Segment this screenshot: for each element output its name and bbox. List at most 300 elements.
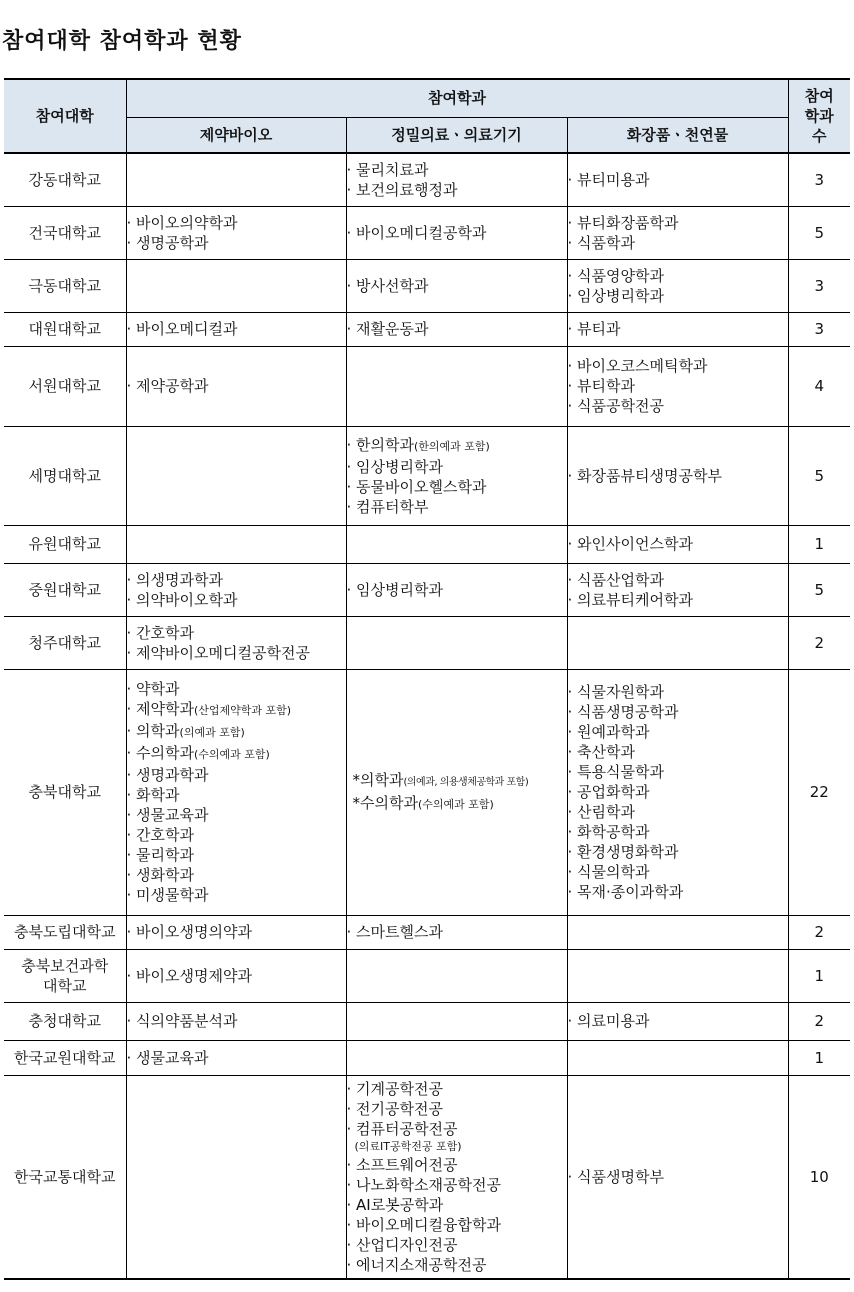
table-row xyxy=(4,949,850,1002)
list-item xyxy=(127,721,346,743)
list-item xyxy=(347,1175,567,1195)
dept-name: 특용식물학과 xyxy=(577,763,664,781)
bullet: · xyxy=(126,826,137,844)
cell-cosmetics-natural xyxy=(567,563,788,616)
dept-list xyxy=(568,266,788,306)
dept-list xyxy=(568,466,788,486)
list-item xyxy=(568,376,788,396)
list-item xyxy=(568,1167,788,1187)
dept-name: 바이오메디컬공학과 xyxy=(356,223,487,242)
list-item xyxy=(127,743,346,765)
list-item xyxy=(127,623,346,643)
dept-count: 5 xyxy=(788,426,850,525)
bullet: · xyxy=(126,886,137,904)
dept-name: 식물자원학과 xyxy=(577,683,664,701)
cell-pharma-bio xyxy=(126,312,346,346)
bullet: · xyxy=(567,213,578,232)
list-item xyxy=(127,233,346,253)
bullet: · xyxy=(346,1175,357,1194)
bullet: · xyxy=(567,843,578,861)
bullet: · xyxy=(346,160,357,179)
list-item xyxy=(347,435,567,457)
participation-table xyxy=(4,78,850,1280)
dept-list xyxy=(127,1048,346,1068)
bullet: · xyxy=(567,570,578,589)
dept-count: 2 xyxy=(788,1002,850,1040)
dept-name: 임상병리학과 xyxy=(356,457,443,476)
dept-name: 와인사이언스학과 xyxy=(577,535,693,553)
list-item xyxy=(568,466,788,486)
list-item xyxy=(347,1119,567,1139)
dept-name: 생명과학과 xyxy=(136,766,209,784)
dept-name: 바이오코스메틱학과 xyxy=(577,357,708,375)
bullet: · xyxy=(126,866,137,884)
cell-precision-medical xyxy=(346,616,567,669)
univ-name: 강동대학교 xyxy=(4,153,126,206)
cell-pharma-bio xyxy=(126,669,346,915)
dept-list xyxy=(347,223,567,243)
dept-list xyxy=(568,356,788,416)
cell-pharma-bio xyxy=(126,346,346,426)
list-item xyxy=(347,180,567,200)
bullet: · xyxy=(126,806,137,824)
list-item xyxy=(347,1195,567,1215)
bullet: · xyxy=(126,1048,137,1067)
dept-name: 스마트헬스과 xyxy=(356,923,443,941)
list-item xyxy=(568,534,788,554)
table-row xyxy=(4,1002,850,1040)
cell-precision-medical xyxy=(346,426,567,525)
cell-cosmetics-natural xyxy=(567,1002,788,1040)
dept-list xyxy=(568,319,788,339)
dept-list xyxy=(347,319,567,339)
cell-cosmetics-natural xyxy=(567,153,788,206)
dept-name: 기계공학전공 xyxy=(356,1079,443,1098)
dept-name: 전기공학전공 xyxy=(356,1099,443,1118)
cell-cosmetics-natural xyxy=(567,525,788,563)
dept-name: 생물교육과 xyxy=(136,806,209,824)
list-item xyxy=(568,802,788,822)
dept-list xyxy=(568,1167,788,1187)
bullet: · xyxy=(346,1255,357,1274)
bullet: · xyxy=(346,1215,357,1234)
dept-list xyxy=(568,170,788,190)
cell-precision-medical xyxy=(346,915,567,949)
dept-name: 뷰티학과 xyxy=(577,377,636,395)
dept-name: 식물의학과 xyxy=(577,863,650,881)
cell-pharma-bio xyxy=(126,206,346,259)
cell-precision-medical xyxy=(346,563,567,616)
dept-name: 생화학과 xyxy=(136,866,195,884)
dept-name: 뷰티미용과 xyxy=(577,170,650,189)
dept-name: 식품영양학과 xyxy=(577,266,664,285)
univ-name: 한국교통대학교 xyxy=(4,1075,126,1279)
bullet: · xyxy=(346,580,357,599)
dept-name: 화장품뷰티생명공학부 xyxy=(577,466,722,485)
dept-name: 식품학과 xyxy=(577,233,636,252)
list-item xyxy=(568,286,788,306)
bullet: · xyxy=(567,233,578,252)
bullet: · xyxy=(126,320,137,338)
dept-name: 제약바이오메디컬공학전공 xyxy=(136,643,310,662)
list-item xyxy=(353,770,567,793)
cell-cosmetics-natural xyxy=(567,1040,788,1075)
dept-name: 목재·종이과학과 xyxy=(577,883,684,901)
table-row xyxy=(4,1040,850,1075)
dept-name: 바이오생명제약과 xyxy=(136,966,252,985)
dept-list xyxy=(347,580,567,600)
list-item xyxy=(568,762,788,782)
dept-note: (수의예과 포함) xyxy=(194,748,270,761)
table-row xyxy=(4,346,850,426)
list-item xyxy=(127,785,346,805)
univ-name: 유원대학교 xyxy=(4,525,126,563)
table-body xyxy=(4,153,850,1279)
bullet: · xyxy=(126,846,137,864)
bullet: · xyxy=(126,700,137,718)
bullet: · xyxy=(567,377,578,395)
list-item xyxy=(347,319,567,339)
bullet: · xyxy=(567,883,578,901)
bullet: · xyxy=(346,497,357,516)
list-item xyxy=(347,1155,567,1175)
list-item xyxy=(127,1048,346,1068)
dept-list xyxy=(127,623,346,663)
bullet: · xyxy=(126,590,137,609)
cell-pharma-bio xyxy=(126,915,346,949)
cell-cosmetics-natural xyxy=(567,346,788,426)
cell-pharma-bio xyxy=(126,616,346,669)
dept-name: 동물바이오헬스학과 xyxy=(356,477,487,496)
dept-name: 한의학과 xyxy=(356,435,415,454)
cell-precision-medical xyxy=(346,1002,567,1040)
bullet: · xyxy=(126,643,137,662)
bullet: · xyxy=(346,1079,357,1098)
cell-cosmetics-natural xyxy=(567,1075,788,1279)
dept-list xyxy=(347,1079,567,1275)
list-item xyxy=(127,319,346,339)
univ-name: 극동대학교 xyxy=(4,259,126,312)
dept-name: 보건의료행정과 xyxy=(356,180,458,199)
bullet: · xyxy=(126,766,137,784)
cell-cosmetics-natural xyxy=(567,949,788,1002)
list-item xyxy=(347,276,567,296)
bullet: · xyxy=(126,744,137,762)
list-item xyxy=(127,825,346,845)
dept-name: 재활운동과 xyxy=(356,320,429,338)
bullet: · xyxy=(346,457,357,476)
dept-note: (수의예과 포함) xyxy=(417,797,494,811)
list-item xyxy=(568,396,788,416)
table-row xyxy=(4,1075,850,1279)
list-item xyxy=(347,223,567,243)
cell-cosmetics-natural xyxy=(567,915,788,949)
bullet: · xyxy=(567,357,578,375)
dept-count: 1 xyxy=(788,949,850,1002)
list-item xyxy=(353,793,567,815)
dept-name: 물리학과 xyxy=(136,846,195,864)
dept-name: 컴퓨터공학전공 xyxy=(356,1119,458,1138)
cell-pharma-bio xyxy=(126,1040,346,1075)
list-item xyxy=(127,590,346,610)
bullet: · xyxy=(567,703,578,721)
univ-name: 충북보건과학 대학교 xyxy=(4,949,126,1002)
dept-count: 1 xyxy=(788,525,850,563)
bullet: · xyxy=(346,320,357,338)
page-title: 참여대학 참여학과 현황 xyxy=(2,29,242,54)
univ-name: 충청대학교 xyxy=(4,1002,126,1040)
list-item xyxy=(347,1215,567,1235)
table-row xyxy=(4,563,850,616)
table-row xyxy=(4,153,850,206)
table-row xyxy=(4,312,850,346)
dept-name: *수의학과 xyxy=(352,793,418,812)
cell-pharma-bio xyxy=(126,259,346,312)
bullet: · xyxy=(567,286,578,305)
bullet: · xyxy=(346,223,357,242)
cell-cosmetics-natural xyxy=(567,259,788,312)
dept-name: 임상병리학과 xyxy=(577,286,664,305)
list-item xyxy=(127,966,346,986)
cell-cosmetics-natural xyxy=(567,669,788,915)
dept-list xyxy=(127,1011,346,1031)
dept-name: 수의학과 xyxy=(136,744,195,762)
list-item xyxy=(568,882,788,902)
cell-cosmetics-natural xyxy=(567,616,788,669)
dept-list xyxy=(127,570,346,610)
list-item xyxy=(127,1011,346,1031)
dept-name: 의생명과학과 xyxy=(136,570,223,589)
dept-list xyxy=(568,534,788,554)
dept-count: 3 xyxy=(788,153,850,206)
bullet: · xyxy=(126,213,137,232)
list-item xyxy=(347,477,567,497)
dept-name: 약학과 xyxy=(136,680,180,698)
dept-name: 바이오메디컬융합학과 xyxy=(356,1215,501,1234)
univ-name: 청주대학교 xyxy=(4,616,126,669)
bullet: · xyxy=(346,1195,357,1214)
bullet: · xyxy=(567,590,578,609)
dept-note: (의료IT공학전공 포함) xyxy=(354,1139,462,1153)
bullet: · xyxy=(126,722,137,740)
list-item xyxy=(127,865,346,885)
dept-count: 10 xyxy=(788,1075,850,1279)
table-row xyxy=(4,915,850,949)
list-item xyxy=(127,922,346,942)
dept-name: 제약공학과 xyxy=(136,377,209,395)
dept-name: 식품산업학과 xyxy=(577,570,664,589)
cell-precision-medical xyxy=(346,259,567,312)
univ-name: 충북도립대학교 xyxy=(4,915,126,949)
list-item xyxy=(127,376,346,396)
header-col-pharma-bio: 제약바이오 xyxy=(126,117,346,153)
list-item xyxy=(347,497,567,517)
list-item xyxy=(127,885,346,905)
dept-name: 산림학과 xyxy=(577,803,636,821)
dept-name: *의학과 xyxy=(352,770,404,789)
univ-name: 세명대학교 xyxy=(4,426,126,525)
bullet: · xyxy=(567,743,578,761)
cell-precision-medical xyxy=(346,525,567,563)
table-row xyxy=(4,206,850,259)
bullet: · xyxy=(126,923,137,941)
univ-name: 건국대학교 xyxy=(4,206,126,259)
bullet: · xyxy=(567,723,578,741)
dept-list xyxy=(347,160,567,200)
table-row xyxy=(4,426,850,525)
list-item xyxy=(127,699,346,721)
dept-name: 화학공학과 xyxy=(577,823,650,841)
list-item xyxy=(347,457,567,477)
list-item xyxy=(347,922,567,942)
list-item xyxy=(127,679,346,699)
dept-name: 의료뷰티케어학과 xyxy=(577,590,693,609)
dept-name: 식품생명학부 xyxy=(577,1167,664,1186)
list-item xyxy=(347,580,567,600)
list-item xyxy=(568,822,788,842)
bullet: · xyxy=(567,803,578,821)
dept-name: 바이오의약학과 xyxy=(136,213,238,232)
list-item xyxy=(568,862,788,882)
cell-precision-medical xyxy=(346,1040,567,1075)
cell-pharma-bio xyxy=(126,525,346,563)
list-item xyxy=(568,742,788,762)
dept-name: 나노화학소재공학전공 xyxy=(356,1175,501,1194)
dept-note: (한의예과 포함) xyxy=(414,439,490,453)
dept-list xyxy=(568,1011,788,1031)
table-row xyxy=(4,669,850,915)
bullet: · xyxy=(126,570,137,589)
table-row xyxy=(4,616,850,669)
table-row xyxy=(4,259,850,312)
bullet: · xyxy=(567,783,578,801)
dept-list xyxy=(127,319,346,339)
dept-name: 식품생명공학과 xyxy=(577,703,679,721)
dept-name: 뷰티과 xyxy=(577,320,621,338)
cell-precision-medical xyxy=(346,346,567,426)
dept-name: 원예과학과 xyxy=(577,723,650,741)
list-item xyxy=(127,213,346,233)
cell-precision-medical xyxy=(346,153,567,206)
cell-pharma-bio xyxy=(126,949,346,1002)
bullet: · xyxy=(126,233,137,252)
bullet: · xyxy=(567,397,578,415)
dept-name: 산업디자인전공 xyxy=(356,1235,458,1254)
bullet: · xyxy=(567,1167,578,1186)
dept-name: 공업화학과 xyxy=(577,783,650,801)
list-item xyxy=(127,845,346,865)
bullet: · xyxy=(126,966,137,985)
bullet: · xyxy=(346,1119,357,1138)
dept-name: 바이오생명의약과 xyxy=(136,923,252,941)
bullet: · xyxy=(567,320,578,338)
list-item xyxy=(568,319,788,339)
header-univ: 참여대학 xyxy=(4,79,126,153)
dept-list xyxy=(568,682,788,902)
dept-name: 에너지소재공학전공 xyxy=(356,1255,487,1274)
dept-list xyxy=(347,276,567,296)
cell-precision-medical xyxy=(346,312,567,346)
list-item xyxy=(568,842,788,862)
list-item xyxy=(568,590,788,610)
univ-name: 충북대학교 xyxy=(4,669,126,915)
dept-name: 뷰티화장품학과 xyxy=(577,213,679,232)
cell-pharma-bio xyxy=(126,1002,346,1040)
bullet: · xyxy=(567,683,578,701)
list-item xyxy=(568,1011,788,1031)
bullet: · xyxy=(567,266,578,285)
list-item xyxy=(568,682,788,702)
dept-name: 바이오메디컬과 xyxy=(136,320,238,338)
univ-name: 한국교원대학교 xyxy=(4,1040,126,1075)
dept-name: 의료미용과 xyxy=(577,1012,650,1030)
dept-list xyxy=(127,966,346,986)
header-depts: 참여학과 xyxy=(126,79,788,117)
bullet: · xyxy=(346,1099,357,1118)
dept-name: AI로봇공학과 xyxy=(356,1195,444,1214)
dept-name: 물리치료과 xyxy=(356,160,429,179)
list-item xyxy=(568,233,788,253)
list-item xyxy=(568,213,788,233)
list-item xyxy=(127,643,346,663)
dept-count: 5 xyxy=(788,563,850,616)
list-item xyxy=(568,170,788,190)
dept-count: 22 xyxy=(788,669,850,915)
list-item xyxy=(347,1255,567,1275)
dept-name: 식의약품분석과 xyxy=(136,1012,238,1030)
bullet: · xyxy=(567,466,578,485)
dept-count: 3 xyxy=(788,259,850,312)
dept-note: (산업제약학과 포함) xyxy=(194,704,292,717)
dept-name: 간호학과 xyxy=(136,623,195,642)
dept-list xyxy=(347,922,567,942)
cell-cosmetics-natural xyxy=(567,312,788,346)
list-item xyxy=(347,1235,567,1255)
dept-list xyxy=(347,435,567,517)
dept-name: 방사선학과 xyxy=(356,276,429,295)
dept-name: 식품공학전공 xyxy=(577,397,664,415)
list-item xyxy=(568,356,788,376)
cell-pharma-bio xyxy=(126,426,346,525)
list-item xyxy=(347,160,567,180)
bullet: · xyxy=(567,863,578,881)
bullet: · xyxy=(126,1012,137,1030)
bullet: · xyxy=(567,823,578,841)
dept-name: 생물교육과 xyxy=(136,1048,209,1067)
cell-pharma-bio xyxy=(126,1075,346,1279)
dept-list xyxy=(568,570,788,610)
bullet: · xyxy=(126,786,137,804)
dept-name: 생명공학과 xyxy=(136,233,209,252)
dept-name: 소프트웨어전공 xyxy=(356,1155,458,1174)
list-item xyxy=(347,1079,567,1099)
dept-count: 1 xyxy=(788,1040,850,1075)
bullet: · xyxy=(346,1235,357,1254)
dept-note: (의예과 포함) xyxy=(179,726,245,739)
dept-name: 임상병리학과 xyxy=(356,580,443,599)
dept-count: 4 xyxy=(788,346,850,426)
bullet: · xyxy=(567,1012,578,1030)
cell-precision-medical xyxy=(346,206,567,259)
bullet: · xyxy=(346,1155,357,1174)
univ-name: 중원대학교 xyxy=(4,563,126,616)
list-item xyxy=(568,702,788,722)
bullet: · xyxy=(346,477,357,496)
dept-name: 환경생명화학과 xyxy=(577,843,679,861)
list-item xyxy=(127,805,346,825)
dept-note: (의예과, 의용생체공학과 포함) xyxy=(403,776,529,788)
dept-list xyxy=(568,213,788,253)
